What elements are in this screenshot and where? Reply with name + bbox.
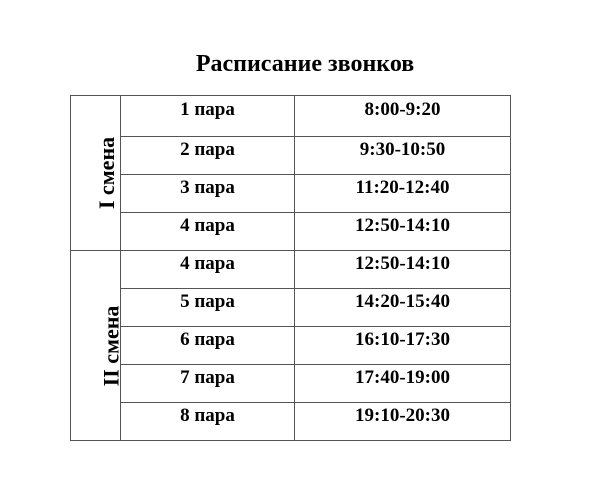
shift-label: II смена: [98, 305, 124, 386]
time-cell: [295, 289, 511, 327]
time-range: 12:50-14:10: [355, 252, 450, 274]
pair-cell: [121, 327, 295, 365]
pair-cell: [121, 251, 295, 289]
pair-label: 6 пара: [180, 328, 235, 350]
time-cell: [295, 175, 511, 213]
time-range: 19:10-20:30: [355, 404, 450, 426]
time-range: 17:40-19:00: [355, 366, 450, 388]
pair-cell: [121, 175, 295, 213]
pair-cell: [121, 403, 295, 441]
time-range: 9:30-10:50: [359, 138, 446, 160]
time-range: 14:20-15:40: [355, 290, 450, 312]
pair-cell: [121, 289, 295, 327]
pair-label: 8 пара: [180, 404, 235, 426]
time-cell: [295, 251, 511, 289]
time-range: 11:20-12:40: [355, 176, 450, 198]
pair-label: 4 пара: [180, 214, 235, 236]
pair-cell: [121, 213, 295, 251]
pair-label: 2 пара: [180, 138, 235, 160]
shift-cell-2: [71, 251, 124, 441]
pair-label: 1 пара: [180, 99, 235, 120]
time-cell: [295, 213, 511, 251]
table-row: [71, 175, 511, 213]
pair-label: 5 пара: [180, 290, 235, 312]
pair-cell: [121, 96, 295, 137]
table-row: [71, 96, 511, 137]
time-cell: [295, 403, 511, 441]
time-range: 12:50-14:10: [355, 214, 450, 236]
shift-label: I смена: [94, 136, 120, 210]
table-row: [71, 327, 511, 365]
time-cell: [295, 137, 511, 175]
table-row: [71, 403, 511, 441]
time-cell: [295, 327, 511, 365]
pair-cell: [121, 137, 295, 175]
time-range: 8:00-9:20: [364, 99, 441, 120]
pair-label: 4 пара: [180, 252, 235, 274]
table-row: [71, 251, 511, 289]
bell-schedule-table: [70, 95, 511, 441]
table-row: [71, 365, 511, 403]
table-row: [71, 213, 511, 251]
table-row: [71, 137, 511, 175]
time-range: 16:10-17:30: [355, 328, 450, 350]
time-cell: [295, 365, 511, 403]
pair-cell: [121, 365, 295, 403]
pair-label: 7 пара: [180, 366, 235, 388]
time-cell: [295, 96, 511, 137]
table-row: [71, 289, 511, 327]
pair-label: 3 пара: [180, 176, 235, 198]
shift-cell-1: [71, 96, 121, 251]
page-title: Расписание звонков: [195, 51, 415, 77]
